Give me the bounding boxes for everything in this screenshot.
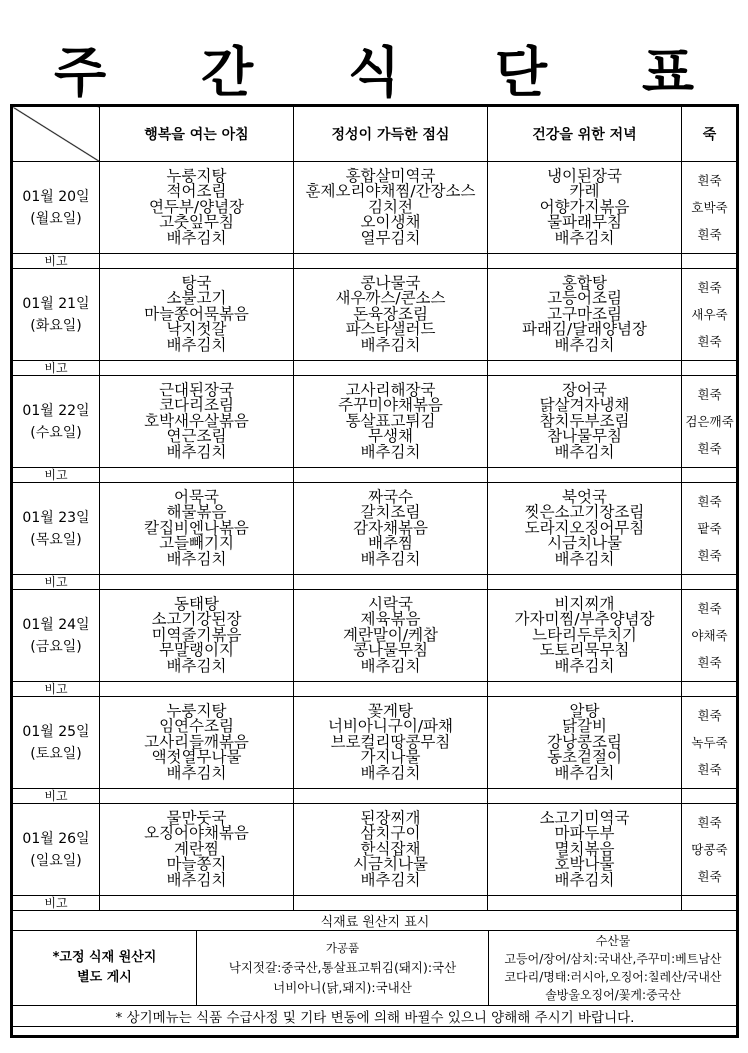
dinner-item: 소고기미역국 [539,808,630,827]
note-cell [100,789,294,804]
porridge-item: 흰죽 [697,708,722,723]
seafood-line3: 솔방울오징어/꽃게:중국산 [545,988,681,1002]
dinner-cell [488,697,682,789]
breakfast-item: 마늘쫑지 [166,855,227,874]
breakfast-item: 무말랭이지 [159,641,234,660]
dinner-cell [488,804,682,896]
dinner-item: 도라지오징어무침 [524,518,645,537]
porridge-cell [682,269,738,361]
breakfast-item: 누룽지탕 [166,166,227,185]
porridge-item: 흰죽 [697,334,722,349]
breakfast-item: 고춧잎무침 [159,213,234,232]
breakfast-cell [100,269,294,361]
dinner-item: 고등어조림 [547,289,622,308]
seafood-line1: 고등어/장어/삼치:국내산,주꾸미:베트남산 [504,952,722,966]
note-row [13,254,738,269]
note-cell [100,682,294,697]
lunch-item: 홍합살미역국 [345,166,436,185]
date-label: 01월 22일 [22,402,90,419]
dinner-item: 배추김치 [554,549,615,568]
lunch-item: 가지나물 [360,748,421,767]
lunch-item: 콩나물국 [360,273,421,292]
dinner-item: 파래김/달래양념장 [521,320,647,339]
dinner-item: 장어국 [562,380,607,399]
note-label: 비고 [13,896,100,911]
breakfast-item: 배추김치 [166,549,227,568]
dinner-item: 물파래무침 [547,213,622,232]
note-cell [682,361,738,376]
note-cell [294,361,488,376]
note-cell [100,896,294,911]
date-cell [13,376,100,468]
note-cell [100,361,294,376]
dinner-cell [488,590,682,682]
porridge-item: 야채죽 [691,628,728,643]
lunch-item: 배추김치 [360,870,421,889]
breakfast-item: 소불고기 [166,289,227,308]
dinner-item: 강낭콩조림 [547,732,622,751]
breakfast-item: 임연수조림 [159,717,234,736]
breakfast-item: 배추김치 [166,870,227,889]
breakfast-cell [100,697,294,789]
note-cell [682,896,738,911]
porridge-item: 흰죽 [697,441,722,456]
note-cell [682,468,738,483]
lunch-item: 브로컬리땅콩무침 [330,732,451,751]
dinner-item: 마파두부 [554,824,615,843]
porridge-item: 흰죽 [697,869,722,884]
breakfast-cell [100,483,294,575]
porridge-item: 땅콩죽 [691,842,728,857]
note-cell [488,789,682,804]
lunch-item: 갈치조림 [360,503,421,522]
dinner-item: 느타리두루치기 [532,625,637,644]
note-cell [488,896,682,911]
porridge-item: 흰죽 [697,280,722,295]
dinner-item: 배추김치 [554,656,615,675]
breakfast-item: 연두부/양념장 [148,197,245,216]
lunch-cell [294,590,488,682]
porridge-item: 흰죽 [697,387,722,402]
lunch-cell [294,483,488,575]
porridge-item: 흰죽 [697,815,722,830]
day-row [13,590,738,682]
lunch-item: 열무김치 [360,228,421,247]
note-cell [488,468,682,483]
dinner-item: 동초겉절이 [547,748,622,767]
note-cell [682,789,738,804]
dinner-item: 배추김치 [554,335,615,354]
breakfast-item: 칼집비엔나볶음 [144,518,249,537]
date-cell [13,590,100,682]
breakfast-item: 배추김치 [166,335,227,354]
dinner-item: 배추김치 [554,870,615,889]
note-row [13,789,738,804]
breakfast-item: 배추김치 [166,228,227,247]
dinner-item: 참나물무침 [547,427,622,446]
dinner-cell [488,269,682,361]
breakfast-item: 근대된장국 [159,380,234,399]
seafood-caption: 수산물 [595,934,631,948]
breakfast-item: 해물볶음 [166,503,227,522]
lunch-item: 콩나물무침 [353,641,428,660]
dinner-cell [488,376,682,468]
porridge-item: 팥죽 [697,521,722,536]
note-label: 비고 [13,468,100,483]
lunch-item: 짜국수 [368,487,413,506]
porridge-item: 흰죽 [697,601,722,616]
lunch-cell [294,269,488,361]
note-label: 비고 [13,254,100,269]
day-row [13,804,738,896]
note-cell [682,682,738,697]
header-dinner: 건강을 위한 저녁 [488,107,682,162]
dinner-item: 배추김치 [554,228,615,247]
weekday-label: (목요일) [30,531,82,548]
note-label: 비고 [13,682,100,697]
note-cell [294,468,488,483]
breakfast-item: 어묵국 [174,487,219,506]
porridge-item: 새우죽 [691,307,728,322]
note-cell [294,575,488,590]
note-label: 비고 [13,789,100,804]
note-cell [100,254,294,269]
porridge-item: 흰죽 [697,227,722,242]
lunch-item: 배추김치 [360,549,421,568]
note-cell [294,682,488,697]
lunch-item: 배추찜 [368,534,413,553]
date-cell [13,269,100,361]
date-label: 01월 21일 [22,295,90,312]
date-label: 01월 24일 [22,616,90,633]
dinner-item: 닭갈비 [562,717,607,736]
page-title: 주 간 식 단 표 [53,41,733,104]
lunch-item: 주꾸미야채볶음 [338,396,443,415]
breakfast-item: 물만둣국 [166,808,227,827]
breakfast-item: 연근조림 [166,427,227,446]
porridge-cell [682,804,738,896]
breakfast-item: 마늘쫑어묵볶음 [144,304,249,323]
weekday-label: (수요일) [30,424,82,441]
breakfast-cell [100,162,294,254]
dinner-item: 호박나물 [554,855,615,874]
note-row [13,575,738,590]
header-porridge: 죽 [682,107,738,162]
dinner-item: 가자미찜/부추양념장 [514,610,655,629]
origin-fixed-line2: 별도 게시 [77,970,132,985]
weekday-label: (금요일) [30,638,82,655]
lunch-item: 한식잡채 [360,839,421,858]
lunch-item: 통살표고튀김 [345,411,436,430]
processed-caption: 가공품 [325,941,360,955]
porridge-cell [682,483,738,575]
lunch-item: 훈제오리야채찜/간장소스 [305,182,476,201]
header-lunch: 정성이 가득한 점심 [294,107,488,162]
weekday-label: (화요일) [30,317,82,334]
lunch-item: 삼치구이 [360,824,421,843]
corner-diagonal-cell [13,107,100,162]
dinner-item: 도토리묵무침 [539,641,630,660]
dinner-item: 참치두부조림 [539,411,630,430]
lunch-cell [294,376,488,468]
lunch-item: 계란말이/케찹 [342,625,439,644]
note-row [13,468,738,483]
note-row [13,896,738,911]
note-cell [488,575,682,590]
date-cell [13,804,100,896]
lunch-item: 꽃게탕 [368,701,413,720]
date-label: 01월 20일 [22,188,90,205]
note-label: 비고 [13,575,100,590]
lunch-item: 시락국 [368,594,413,613]
date-label: 01월 25일 [22,723,90,740]
lunch-cell [294,804,488,896]
note-cell [682,575,738,590]
date-label: 01월 23일 [22,509,90,526]
breakfast-item: 배추김치 [166,763,227,782]
note-cell [488,361,682,376]
dinner-item: 찟은소고기장조림 [524,503,645,522]
breakfast-item: 액젓열무나물 [151,748,242,767]
note-cell [294,254,488,269]
porridge-item: 흰죽 [697,655,722,670]
note-cell [488,254,682,269]
lunch-item: 너비아니구이/파채 [327,717,453,736]
lunch-item: 배추김치 [360,656,421,675]
note-cell [100,575,294,590]
dinner-cell [488,483,682,575]
origin-processed [197,931,489,1006]
lunch-item: 고사리해장국 [345,380,436,399]
breakfast-cell [100,804,294,896]
breakfast-item: 고사리들깨볶음 [144,732,249,751]
note-cell [682,254,738,269]
weekday-label: (일요일) [30,852,82,869]
lunch-item: 감자채볶음 [353,518,428,537]
breakfast-item: 배추김치 [166,656,227,675]
origin-fixed-note [13,931,197,1006]
dinner-cell [488,162,682,254]
porridge-item: 녹두죽 [691,735,728,750]
note-label: 비고 [13,361,100,376]
notice-text: * 상기메뉴는 식품 수급사정 및 기타 변동에 의해 바뀔수 있으니 양해해 주시기 바랍니다. [13,1006,738,1027]
dinner-item: 카레 [569,182,600,201]
day-row [13,269,738,361]
processed-line1: 낙지젓갈:중국산,통살표고튀김(돼지):국산 [228,960,457,975]
porridge-cell [682,162,738,254]
lunch-item: 새우까스/콘소스 [335,289,446,308]
origin-fixed-line1: *고정 식재 원산지 [52,950,157,965]
breakfast-item: 적어조림 [166,182,227,201]
breakfast-item: 낙지젓갈 [166,320,227,339]
weekday-label: (토요일) [30,745,82,762]
porridge-item: 흰죽 [697,173,722,188]
dinner-item: 냉이된장국 [547,166,622,185]
breakfast-item: 코다리조림 [159,396,234,415]
lunch-item: 시금치나물 [353,855,428,874]
dinner-item: 배추김치 [554,442,615,461]
breakfast-item: 미역줄기볶음 [151,625,242,644]
note-cell [294,789,488,804]
weekly-menu-table [12,106,738,911]
porridge-cell [682,697,738,789]
header-breakfast: 행복을 여는 아침 [100,107,294,162]
note-cell [100,468,294,483]
date-cell [13,697,100,789]
breakfast-item: 누룽지탕 [166,701,227,720]
lunch-item: 파스타샐러드 [345,320,436,339]
breakfast-item: 오징어야채볶음 [144,824,249,843]
dinner-item: 시금치나물 [547,534,622,553]
note-cell [294,896,488,911]
breakfast-cell [100,376,294,468]
porridge-item: 흰죽 [697,762,722,777]
porridge-item: 검은깨죽 [685,414,734,429]
lunch-item: 배추김치 [360,335,421,354]
weekday-label: (월요일) [30,210,82,227]
dinner-item: 비지찌개 [554,594,615,613]
origin-seafood [489,931,738,1006]
lunch-item: 김치전 [368,197,413,216]
dinner-item: 알탕 [569,701,600,720]
lunch-item: 배추김치 [360,763,421,782]
date-cell [13,483,100,575]
date-label: 01월 26일 [22,830,90,847]
note-row [13,361,738,376]
dinner-item: 배추김치 [554,763,615,782]
day-row [13,697,738,789]
lunch-cell [294,697,488,789]
header-row [13,107,738,162]
origin-table [12,910,738,1027]
breakfast-item: 고들빼기지 [159,534,234,553]
lunch-item: 돈육장조림 [353,304,428,323]
day-row [13,376,738,468]
origin-title: 식재료 원산지 표시 [13,911,738,931]
note-row [13,682,738,697]
breakfast-item: 계란찜 [174,839,219,858]
dinner-item: 닭살겨자냉채 [539,396,630,415]
lunch-item: 오이생채 [360,213,421,232]
lunch-item: 제육볶음 [360,610,421,629]
lunch-item: 배추김치 [360,442,421,461]
porridge-item: 흰죽 [697,494,722,509]
seafood-line2: 코다리/명태:러시아,오징어:칠레산/국내산 [504,970,722,984]
breakfast-item: 배추김치 [166,442,227,461]
lunch-item: 무생채 [368,427,413,446]
porridge-item: 흰죽 [697,548,722,563]
breakfast-item: 호박새우살볶음 [144,411,249,430]
note-cell [488,682,682,697]
dinner-item: 어향가지볶음 [539,197,630,216]
dinner-item: 북엇국 [562,487,607,506]
dinner-item: 홍합탕 [562,273,607,292]
porridge-item: 호박죽 [691,200,728,215]
dinner-item: 고구마조림 [547,304,622,323]
lunch-item: 된장찌개 [360,808,421,827]
processed-line2: 너비아니(닭,돼지):국내산 [273,980,412,995]
porridge-cell [682,376,738,468]
breakfast-item: 탕국 [181,273,212,292]
breakfast-cell [100,590,294,682]
lunch-cell [294,162,488,254]
dinner-item: 멸치볶음 [554,839,615,858]
day-row [13,162,738,254]
porridge-cell [682,590,738,682]
day-row [13,483,738,575]
date-cell [13,162,100,254]
breakfast-item: 동태탕 [174,594,219,613]
breakfast-item: 소고기강된장 [151,610,242,629]
